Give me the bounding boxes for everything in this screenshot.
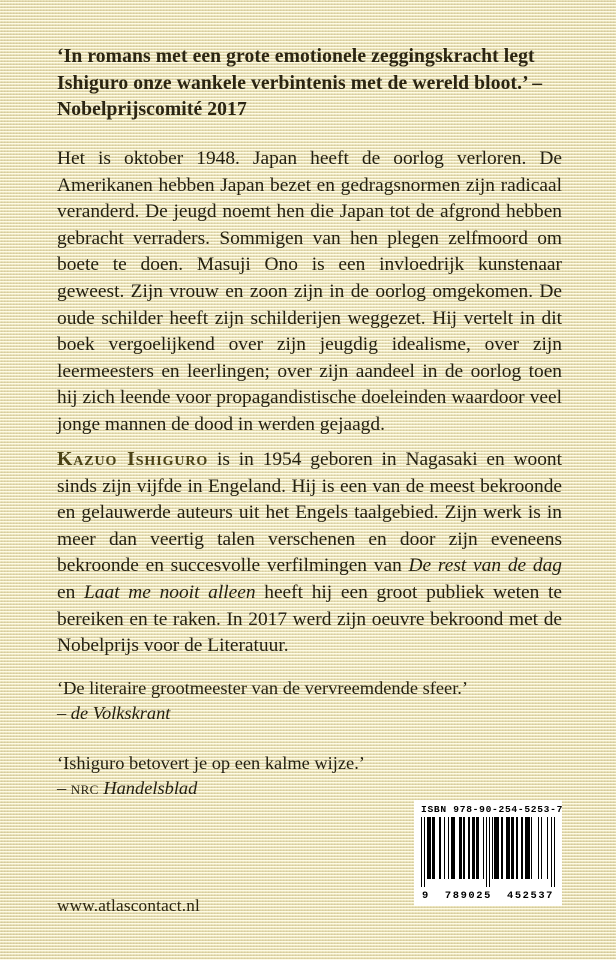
publisher-website-url[interactable]: www.atlascontact.nl	[57, 896, 201, 915]
review-source-name: Handelsblad	[98, 778, 198, 798]
book-title-de-rest-van-de-dag: De rest van de dag	[408, 555, 562, 577]
author-bio-part-one: is in 1954 geboren in Nagasaki en woont sinds zijn vijfde in Engeland. Hij is een van de meest bekroonde en gelauwerde auteurs uit het Engels taalgebied. Zijn werk is in meer dan veertig talen verschenen en door zijn eveneens bekroonde en succesvolle verfilmingen van	[57, 449, 563, 577]
review-quote: ‘De literaire grootmeester van de vervreemdende sfeer.’	[57, 678, 469, 698]
author-name: Kazuo Ishiguro	[57, 448, 209, 470]
review-quote: ‘Ishiguro betovert je op een kalme wijze.’	[57, 753, 365, 773]
isbn-label: ISBN 978-90-254-5253-7	[421, 804, 564, 815]
barcode-bars	[421, 817, 555, 889]
barcode-digit-group-1: 789025	[444, 890, 492, 902]
book-blurb: Het is oktober 1948. Japan heeft de oorlog verloren. De Amerikanen hebben Japan bezet en gedragsnormen zijn radicaal veranderd. De jeugd noemt hen die Japan tot de afgrond hebben gebracht verraders. Sommigen van hen plegen zelfmoord om boete te doen. Masuji Ono is een invloedrijk kunstenaar geweest. Zijn vrouw en zoon zijn in de oorlog omgekomen. De oude schilder heeft zijn schilderijen weggezet. Hij vertelt in dit boek vergoelijkend over zijn jeugdig idealisme, over zijn leermeesters en leerlingen; over zijn aandeel in de oorlog toen hij zich leende voor propagandistische doeleinden waardoor veel jonge mannen de dood in werden gejaagd.	[57, 148, 562, 435]
pull-quote: ‘In romans met een grote emotionele zeggingskracht legt Ishiguro onze wankele verbintenis met de wereld bloot.’ – Nobelprijscomité 2017	[57, 46, 543, 120]
bio-connector: en	[57, 581, 85, 603]
isbn-barcode	[414, 800, 562, 906]
review-source	[57, 701, 562, 726]
author-bio	[57, 446, 562, 660]
review-dash: –	[57, 703, 71, 723]
review-item	[57, 676, 562, 726]
review-item	[57, 751, 562, 801]
barcode-digits	[421, 890, 555, 903]
review-dash: –	[57, 778, 71, 798]
review-source	[57, 776, 562, 801]
barcode-digit-left: 9	[422, 890, 430, 902]
book-title-laat-me-nooit-alleen: Laat me nooit alleen	[84, 581, 256, 603]
barcode-digit-group-2: 452537	[506, 890, 554, 902]
author-bio-part-two: heeft hij een groot publiek weten te bereiken en te raken. In 2017 werd zijn oeuvre bekroond met de Nobelprijs voor de Literatuur.	[57, 581, 562, 657]
review-source-name: de Volkskrant	[70, 703, 171, 723]
review-source-caps: nrc	[70, 778, 99, 798]
